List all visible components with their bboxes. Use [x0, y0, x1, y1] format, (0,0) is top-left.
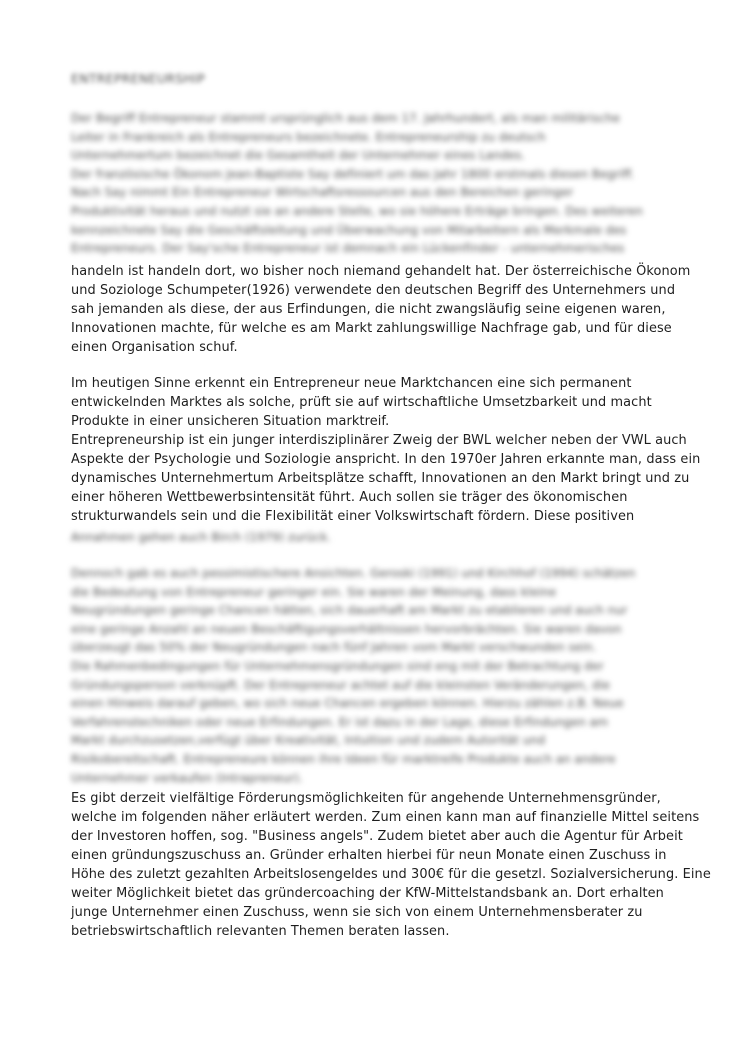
text-line: Im heutigen Sinne erkennt ein Entrepreneur neue Marktchancen eine sich permanent — [71, 376, 632, 391]
text-line: Leiter in Frankreich als Entrepreneurs bezeichnete. Entrepreneurship zu deutsch — [71, 129, 546, 144]
text-line: Der französische Ökonom Jean-Baptiste Say definiert um das Jahr 1800 erstmals diesen Begriff. — [71, 166, 635, 181]
text-line: betriebswirtschaftlich relevanten Themen beraten lassen. — [71, 924, 450, 939]
text-line: einen Organisation schuf. — [71, 340, 238, 355]
text-line: Neugründungen geringe Chancen hätten, sich dauerhaft am Markt zu etablieren und auch nur — [71, 603, 628, 618]
text-line: Es gibt derzeit vielfältige Förderungsmöglichkeiten für angehende Unternehmensgründer, — [71, 791, 661, 806]
paragraph-funding — [71, 789, 711, 941]
text-line: junge Unternehmer einen Zuschuss, wenn sie sich von einem Unternehmensberater zu — [71, 905, 643, 920]
text-line: Innovationen machte, für welche es am Markt zahlungswillige Nachfrage gab, und für diese — [71, 321, 672, 336]
paragraph-schumpeter — [71, 262, 701, 357]
text-line: Entrepreneurship ist ein junger interdisziplinärer Zweig der BWL welcher neben der VWL auch — [71, 433, 687, 448]
paragraph-modern-sense — [71, 374, 701, 526]
text-line: Aspekte der Psychologie und Soziologie anspricht. In den 1970er Jahren erkannte man, dass ein — [71, 452, 701, 467]
text-line: einen gründungszuschuss an. Gründer erhalten hierbei für neun Monate einen Zuschuss in — [71, 848, 667, 863]
text-line: Entrepreneurs. Der Say'sche Entrepreneur ist demnach ein Lückenfinder - unternehmerisches — [71, 241, 625, 256]
paragraph-birch-blurred — [71, 528, 701, 547]
text-line: welche im folgenden näher erläutert werden. Zum einen kann man auf finanzielle Mittel seitens — [71, 810, 700, 825]
text-line: eine geringe Anzahl an neuen Beschäftigungsverhältnissen hervorbrächten. Sie waren davon — [71, 621, 622, 636]
text-line: der Investoren hoffen, sog. "Business angels". Zudem bietet aber auch die Agentur für Arbeit — [71, 829, 683, 844]
text-line: Unternehmertum bezeichnet die Gesamtheit der Unternehmer eines Landes. — [71, 148, 526, 163]
document-title: ENTREPRENEURSHIP — [71, 71, 206, 86]
text-line: einen Hinweis darauf geben, wo sich neue Chancen ergeben können. Hierzu zählen z.B. Neue — [71, 696, 624, 711]
text-line: einer höheren Wettbewerbsintensität führt. Auch sollen sie träger des ökonomischen — [71, 490, 628, 505]
text-line: sah jemanden als diese, der aus Erfindungen, die nicht zwangsläufig seine eigenen waren, — [71, 302, 666, 317]
text-line: strukturwandels sein und die Flexibilität einer Volkswirtschaft fördern. Diese positiven — [71, 509, 635, 524]
text-line: Nach Say nimmt Ein Entrepreneur Wirtschaftsressourcen aus den Bereichen geringer — [71, 185, 574, 200]
text-line: überzeugt das 50% der Neugründungen nach fünf Jahren vom Markt verschwunden sein. — [71, 640, 597, 655]
text-line: Produkte in einer unsicheren Situation marktreif. — [71, 414, 390, 429]
text-line: die Bedeutung von Entrepreneur geringer ein. Sie waren der Meinung, dass kleine — [71, 584, 557, 599]
text-line: weiter Möglichkeit bietet das gründercoaching der KfW-Mittelstandsbank an. Dort erhalten — [71, 886, 664, 901]
paragraph-pessimistic-blurred — [71, 564, 701, 787]
text-line: und Soziologe Schumpeter(1926) verwendete den deutschen Begriff des Unternehmers und — [71, 283, 676, 298]
text-line: Die Rahmenbedingungen für Unternehmensgründungen sind eng mit der Betrachtung der — [71, 658, 604, 673]
text-line: Unternehmer verkaufen (Intrapreneur). — [71, 770, 303, 785]
text-line: Höhe des zuletzt gezahlten Arbeitslosengeldes und 300€ für die gesetzl. Sozialversicherung. Eine — [71, 867, 711, 882]
text-line: Gründungsperson verknüpft. Der Entrepreneur achtet auf die kleinsten Veränderungen, die — [71, 677, 611, 692]
text-line: dynamisches Unternehmertum Arbeitsplätze schafft, Innovationen an den Markt bringt und zu — [71, 471, 690, 486]
text-line: Der Begriff Entrepreneur stammt ursprünglich aus dem 17. Jahrhundert, als man militärische — [71, 111, 621, 125]
text-line: Risikobereitschaft. Entrepreneure können ihre Ideen für marktreife Produkte auch an andere — [71, 751, 616, 766]
text-line: Dennoch gab es auch pessimistischere Ansichten. Geroski (1991) und Kirchhof (1994) schätzen — [71, 566, 636, 580]
text-line: Markt durchzusetzen,verfügt über Kreativität, Intuition und zudem Autorität und — [71, 733, 546, 748]
text-line: entwickelnden Marktes als solche, prüft sie auf wirtschaftliche Umsetzbarkeit und macht — [71, 395, 652, 410]
paragraph-origin-blurred — [71, 109, 701, 258]
text-line: Annahmen gehen auch Birch (1979) zurück. — [71, 530, 332, 544]
text-line: Produktivität heraus und nutzt sie an andere Stelle, wo sie höhere Erträge bringen. Des weiteren — [71, 203, 643, 218]
text-line: kennzeichnete Say die Geschäftsleitung und Überwachung von Mitarbeitern als Merkmale des — [71, 222, 627, 237]
text-line: handeln ist handeln dort, wo bisher noch niemand gehandelt hat. Der österreichische Ökonom — [71, 264, 691, 279]
text-line: Verfahrenstechniken oder neue Erfindungen. Er ist dazu in der Lage, diese Erfindungen am — [71, 714, 609, 729]
